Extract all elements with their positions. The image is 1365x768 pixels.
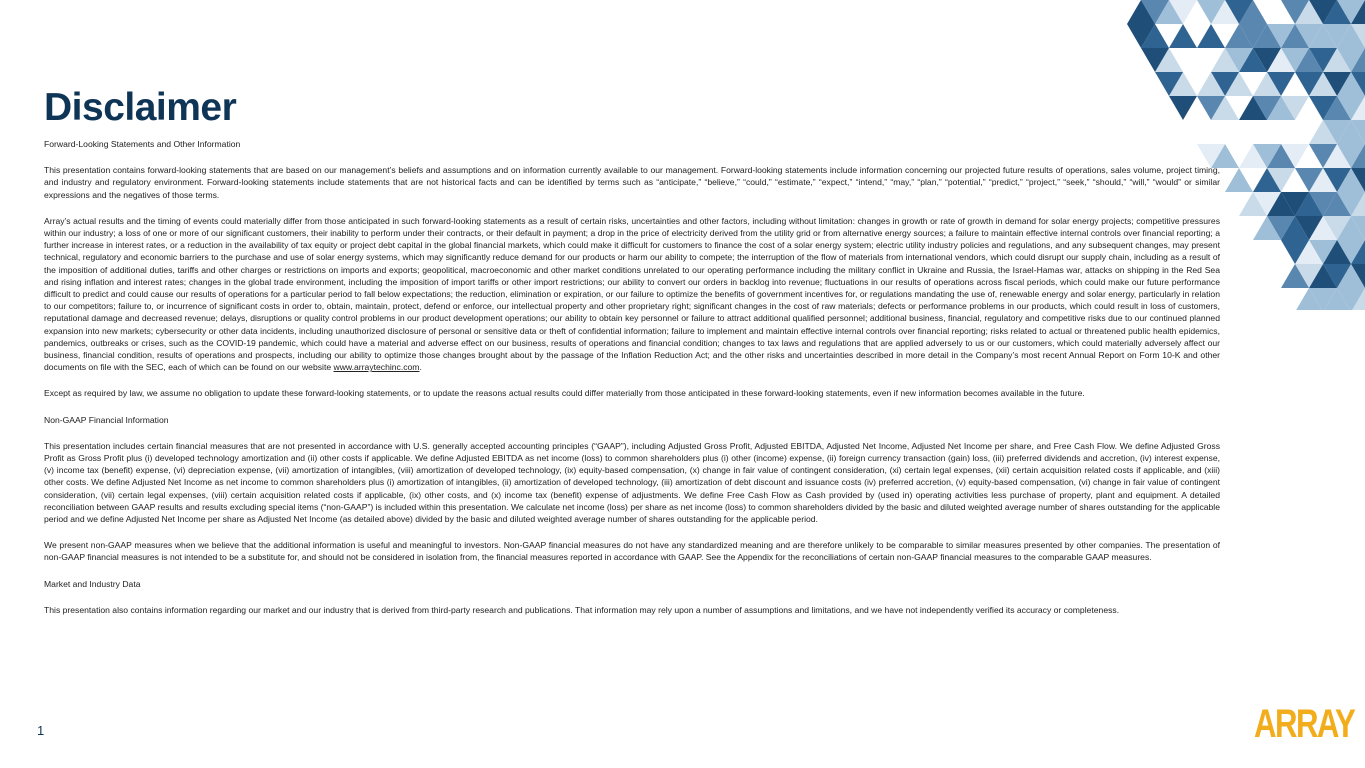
section-heading-market-data: Market and Industry Data — [44, 578, 141, 589]
section-heading-forward-looking: Forward-Looking Statements and Other Information — [44, 139, 241, 149]
page-title: Disclaimer — [44, 86, 237, 129]
paragraph-end-punctuation: . — [419, 362, 422, 373]
non-gaap-paragraph-2: We present non-GAAP measures when we believe that the additional information is useful and meaningful to investors. Non-GAAP financial measures do not have any standardized meaning and are therefore unlikely to be comparable to similar measures presented by other companies. The presentation of non-GAAP financial measures is not intended to be a substitute for, and should not be considered in isolation from, the financial measures reported in accordance with GAAP. See the Appendix for the reconciliations of certain non-GAAP financial measures to the comparable GAAP measures. — [44, 540, 1220, 563]
pattern-triangle — [1197, 24, 1225, 48]
company-website-link[interactable]: www.arraytechinc.com — [333, 362, 420, 373]
pattern-triangle — [1169, 24, 1197, 48]
forward-looking-paragraph-2-text: Array’s actual results and the timing of events could materially differ from those anticipated in such forward-looking statements as a result of certain risks, uncertainties and other factors, including without limitation: changes in growth or rate of growth in demand for solar energy projects; competitive pressures within our industry; a loss of one or more of our significant customers, their inability to perform under their contracts, or their default in payment; a drop in the price of electricity derived from the utility grid or from alternative energy sources; a failure to maintain effective internal controls over financial reporting; a further increase in interest rates, or a reduction in the availability of tax equity or project debt capital in the global financial markets, which could make it difficult for customers to finance the cost of a solar energy system; electric utility industry policies and regulations, and any subsequent changes, may present technical, regulatory and economic barriers to the purchase and use of solar energy systems, which may significantly reduce demand for our products or harm our ability to compete; the interruption of the flow of materials from international vendors, which could disrupt our supply chain, including as a result of the imposition of additional duties, tariffs and other charges or restrictions on imports and exports; geopolitical, macroeconomic and other market conditions unrelated to our operating performance including the military conflict in Ukraine and Russia, the Israel-Hamas war, attacks on shipping in the Red Sea and rising inflation and interest rates; changes in the global trade environment, including the imposition of import tariffs or other import restrictions; our ability to convert our orders in backlog into revenue; fluctuations in our results of operations across fiscal periods, which could make our future performance difficult to predict and could cause our results of operations for a particular period to fall below expectations; the reduction, elimination or expiration, or our failure to optimize the benefits of government incentives for, or regulations mandating the use of, renewable energy and solar energy, particularly in relation to our competitors; failure to, or incurrence of significant costs in order to, obtain, maintain, protect, defend or enforce, our intellectual property and other proprietary right; significant changes in the cost of raw materials; defects or performance problems in our products, which could result in loss of customers, reputational damage and decreased revenue; delays, disruptions or quality control problems in our product development operations; our ability to obtain key personnel or failure to attract additional qualified personnel; additional business, financial, regulatory and competitive risks due to our continued planned expansion into new markets; cybersecurity or other data incidents, including unauthorized disclosure of personal or sensitive data or theft of confidential information; failure to implement and maintain effective internal controls over financial reporting; risks related to actual or threatened public health epidemics, pandemics, outbreaks or crises, such as the COVID-19 pandemic, which could have a material and adverse effect on our business, results of operations and financial condition; changes to tax laws and regulations that are applied adversely to us or our customers, which could materially adversely affect our business, financial condition, results of operations and prospects, including our ability to optimize those changes brought about by the passage of the Inflation Reduction Act; and the other risks and uncertainties described in more detail in the Company’s most recent Annual Report on Form 10-K and other documents on file with the SEC, each of which can be found on our website — [44, 215, 1220, 373]
market-data-paragraph: This presentation also contains information regarding our market and our industry that is derived from third-party research and publications. That information may rely upon a number of assumptions and limitations, and we have not independently verified its accuracy or completeness. — [44, 604, 1120, 615]
non-gaap-paragraph-1: This presentation includes certain financial measures that are not presented in accordance with U.S. generally accepted accounting principles (“GAAP”), including Adjusted Gross Profit, Adjusted EBITDA, Adjusted Net Income, Adjusted Net Income per share, and Free Cash Flow. We define Adjusted Gross Profit as Gross Profit plus (i) developed technology amortization and (ii) other costs if applicable. We define Adjusted EBITDA as net income (loss) to common shareholders plus (i) other (income) expense, (ii) foreign currency transaction (gain) loss, (iii) preferred dividends and accretion, (iv) interest expense, (v) income tax (benefit) expense, (vi) depreciation expense, (vii) amortization of intangibles, (viii) amortization of developed technology, (ix) equity-based compensation, (x) change in fair value of contingent consideration, (xi) certain legal expenses, (xii) certain acquisition related costs if applicable, and (xiii) other costs. We define Adjusted Net Income as net income to common shareholders plus (i) amortization of intangibles, (ii) amortization of developed technology, (iii) amortization of debt discount and issuance costs (iv) preferred accretion, (v) equity-based compensation, (vi) change in fair value of contingent consideration, (vii) certain legal expenses, (viii) certain acquisition related costs if applicable, (ix) other costs, and (x) income tax (benefit) expense of adjustments. We define Free Cash Flow as Cash provided by (used in) operating activities less purchase of property, plant and equipment. A detailed reconciliation between GAAP results and results excluding special items (“non-GAAP”) is included within this presentation. We calculate net income (loss) per share as net income (loss) to common shareholders divided by the basic and diluted weighted average number of shares outstanding for the applicable period and we define Adjusted Net Income per share as Adjusted Net Income (as detailed above) divided by the basic and diluted weighted average number of shares outstanding for the applicable period. — [44, 440, 1220, 525]
forward-looking-paragraph-2 — [44, 215, 1220, 374]
page-number: 1 — [37, 723, 45, 738]
disclaimer-body — [44, 138, 1220, 630]
forward-looking-paragraph-3: Except as required by law, we assume no obligation to update these forward-looking statements, or to update the reasons actual results could differ materially from those anticipated in these forward-looking statements, even if new information becomes available in the future. — [44, 388, 1085, 399]
pattern-triangle — [1225, 168, 1253, 192]
forward-looking-paragraph-1: This presentation contains forward-looking statements that are based on our management’s beliefs and assumptions and on information currently available to our management. Forward-looking statements include information concerning our projected future results of operations, sales volume, project timing, and industry and regulatory environment. Forward-looking statements include statements that are not historical facts and can be identified by terms such as “anticipate,” “believe,” “could,” “estimate,” “expect,” “intend,” “may,” “plan,” “potential,” “predict,” “project,” “seek,” “should,” “will,” “would” or similar expressions and the negatives of those terms. — [44, 165, 1220, 200]
array-logo: ARRAY — [1254, 702, 1355, 746]
section-heading-non-gaap: Non-GAAP Financial Information — [44, 414, 169, 425]
pattern-triangle — [1169, 96, 1197, 120]
